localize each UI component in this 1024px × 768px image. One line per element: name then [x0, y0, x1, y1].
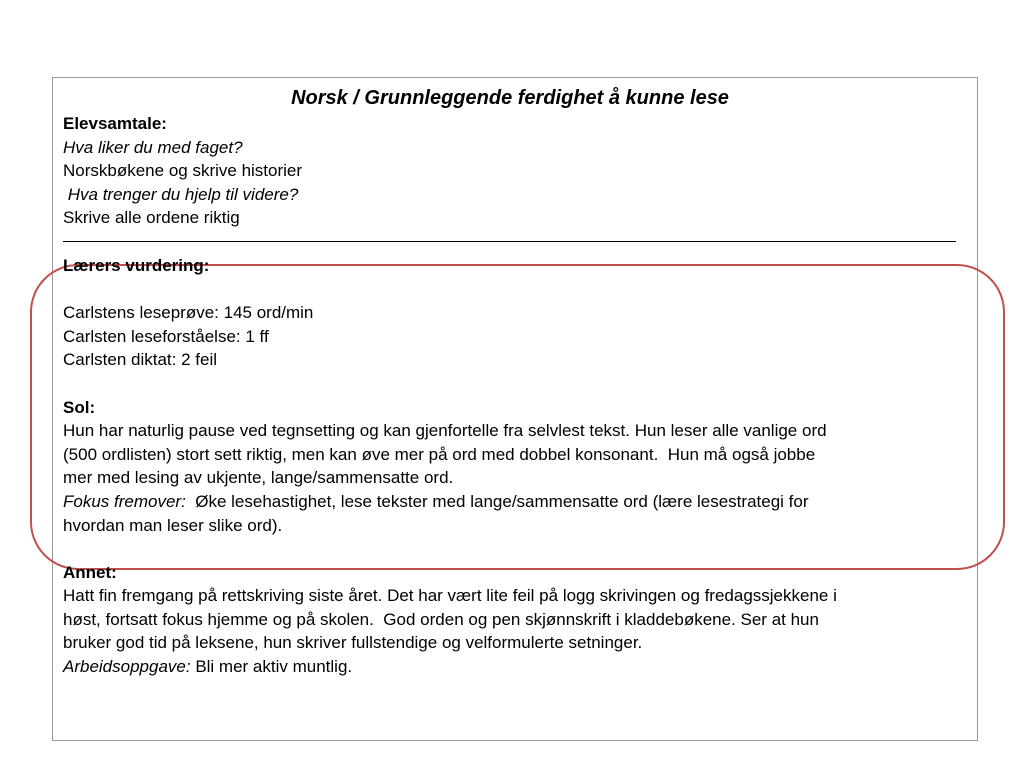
annet-text-line: Hatt fin fremgang på rettskriving siste året. Det har vært lite feil på logg skrivingen og fredagssjekkene i [63, 586, 837, 606]
sol-text-line: (500 ordlisten) stort sett riktig, men kan øve mer på ord med dobbel konsonant. Hun må også jobbe [63, 444, 816, 464]
focus-text: Øke lesehastighet, lese tekster med lange/sammensatte ord (lære lesestrategi for [185, 491, 809, 511]
document-title: Norsk / Grunnleggende ferdighet å kunne lese [291, 87, 729, 109]
elevsamtale-heading: Elevsamtale: [63, 114, 167, 133]
sol-heading: Sol: [63, 397, 96, 417]
annet-text-line: høst, fortsatt fokus hjemme og på skolen. God orden og pen skjønnskrift i kladdebøkene. Ser at hun [63, 609, 819, 629]
result-diktat: Carlsten diktat: 2 feil [63, 350, 218, 370]
result-leseforstaelse: Carlsten leseforståelse: 1 ff [63, 326, 269, 346]
document-body [63, 84, 973, 679]
spacer [63, 537, 973, 561]
answer-likes: Norskbøkene og skrive historier [63, 161, 303, 181]
sol-text-line: Hun har naturlig pause ved tegnsetting og kan gjenfortelle fra selvlest tekst. Hun leser alle vanlige ord [63, 421, 827, 441]
vurdering-heading: Lærers vurdering: [63, 255, 210, 275]
question-likes: Hva liker du med faget? [63, 137, 243, 157]
focus-line [63, 490, 973, 514]
result-leseprove: Carlstens leseprøve: 145 ord/min [63, 303, 314, 323]
task-line [63, 655, 973, 679]
focus-text-continued: hvordan man leser slike ord). [63, 515, 283, 535]
task-label: Arbeidsoppgave: [63, 657, 191, 677]
question-help: Hva trenger du hjelp til videre? [63, 184, 299, 204]
annet-heading: Annet: [63, 562, 117, 582]
focus-label: Fokus fremover: [63, 491, 186, 511]
task-text: Bli mer aktiv muntlig. [190, 657, 353, 677]
spacer [63, 278, 973, 302]
divider-line [63, 241, 956, 242]
sol-text-line: mer med lesing av ukjente, lange/sammensatte ord. [63, 468, 454, 488]
answer-help: Skrive alle ordene riktig [63, 208, 240, 228]
annet-text-line: bruker god tid på leksene, hun skriver fullstendige og velformulerte setninger. [63, 633, 643, 653]
spacer [63, 372, 973, 396]
